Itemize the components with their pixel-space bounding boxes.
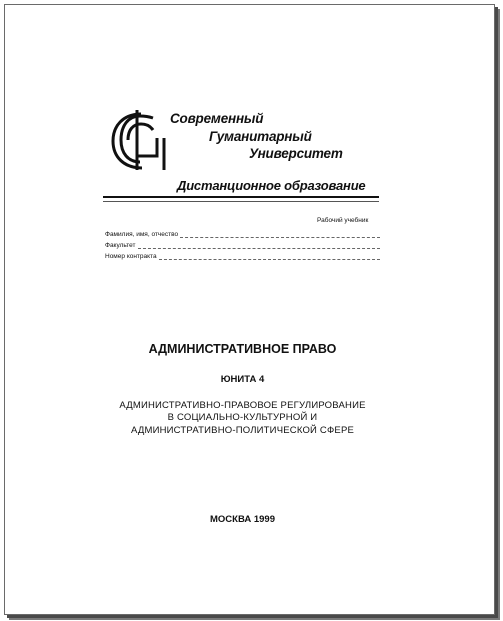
topic-line-2: В СОЦИАЛЬНО-КУЛЬТУРНОЙ И	[167, 412, 318, 423]
university-monogram-icon	[109, 108, 171, 172]
form-field-line	[159, 253, 380, 260]
topic-line-1: АДМИНИСТРАТИВНО-ПРАВОВОЕ РЕГУЛИРОВАНИЕ	[119, 400, 366, 411]
form-field-label: Фамилия, имя, отчество	[105, 231, 179, 238]
document-page	[4, 4, 495, 615]
header-rule-thin	[103, 201, 379, 202]
university-name-line-1: Современный	[170, 111, 264, 126]
header-rule-thick	[103, 196, 379, 198]
publication-city-year: МОСКВА 1999	[210, 514, 275, 525]
form-field-full-name	[105, 229, 380, 238]
unit-label: ЮНИТА 4	[220, 374, 265, 385]
form-field-line	[138, 242, 380, 249]
topic-line-3: АДМИНИСТРАТИВНО-ПОЛИТИЧЕСКОЙ СФЕРЕ	[130, 425, 355, 436]
form-field-contract-number	[105, 251, 380, 260]
form-field-label: Номер контракта	[105, 253, 157, 260]
university-name-line-2: Гуманитарный	[209, 129, 312, 144]
course-title: АДМИНИСТРАТИВНОЕ ПРАВО	[148, 342, 337, 356]
program-title: Дистанционное образование	[177, 178, 366, 193]
form-field-line	[180, 231, 380, 238]
document-type-label: Рабочий учебник	[317, 217, 369, 224]
form-field-faculty	[105, 240, 380, 249]
university-name-line-3: Университет	[249, 146, 343, 161]
form-field-label: Факультет	[105, 242, 136, 249]
